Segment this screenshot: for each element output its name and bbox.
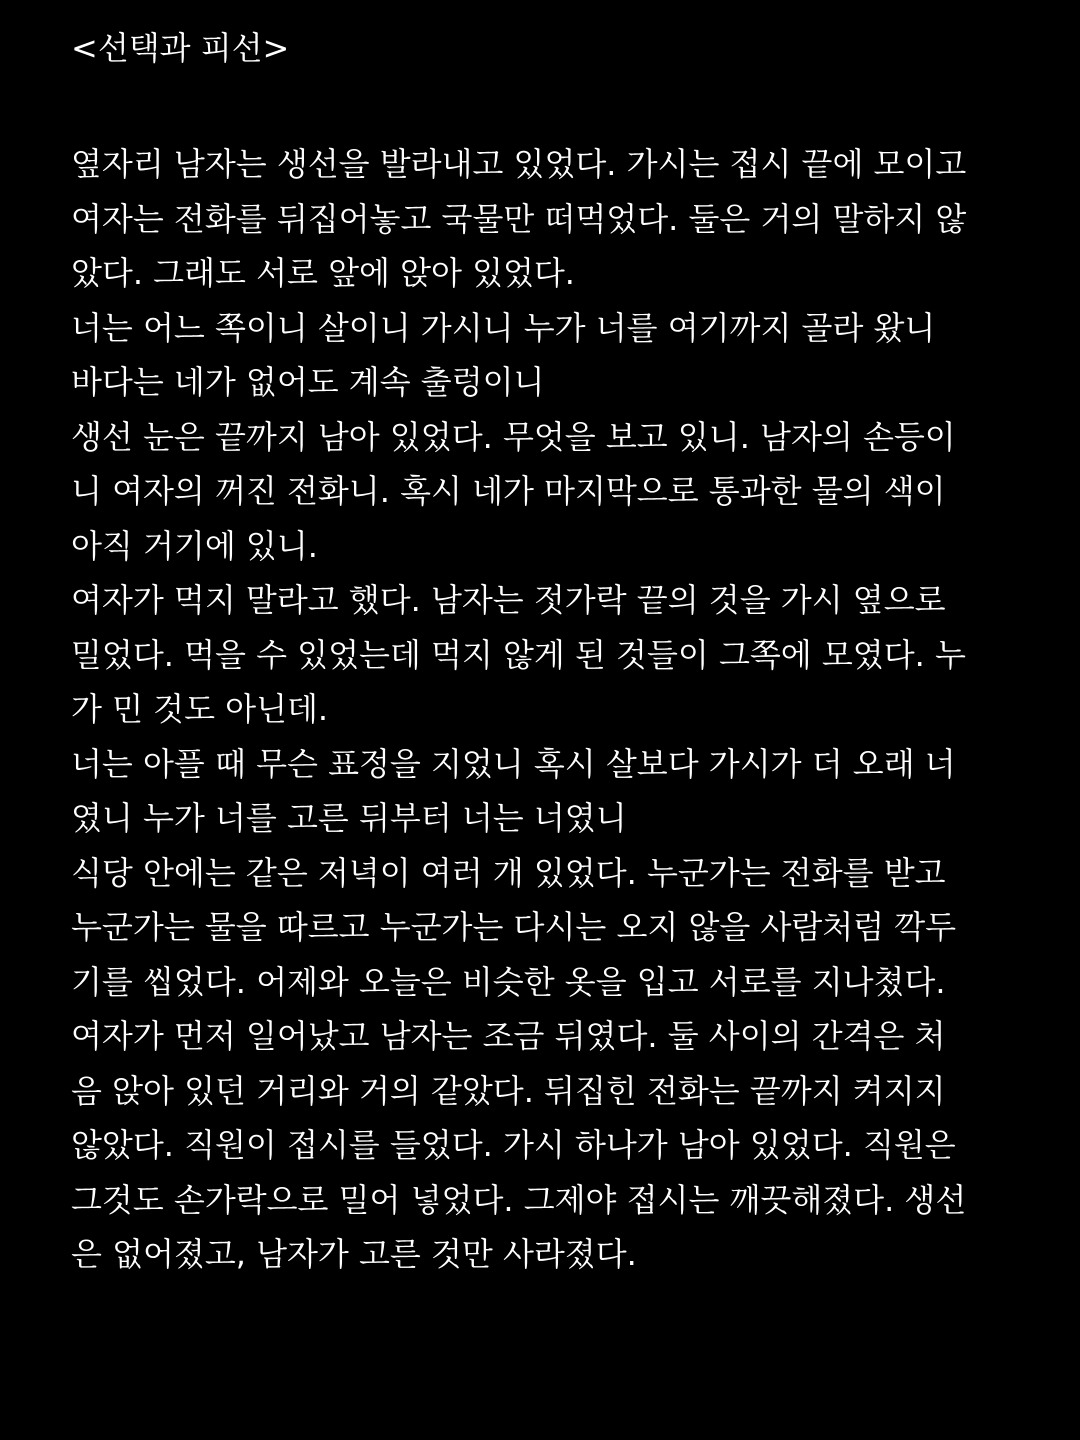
- body-line: 아직 거기에 있니.: [71, 526, 318, 565]
- body-line: 너는 아플 때 무슨 표정을 지었니 혹시 살보다 가시가 더 오래 너: [71, 744, 956, 783]
- body-line: 니 여자의 꺼진 전화니. 혹시 네가 마지막으로 통과한 물의 색이: [71, 472, 946, 510]
- body-line: 밀었다. 먹을 수 있었는데 먹지 않게 된 것들이 그쪽에 모였다. 누: [71, 635, 966, 674]
- body-line: 기를 씹었다. 어제와 오늘은 비슷한 옷을 입고 서로를 지나쳤다.: [71, 962, 946, 1001]
- body-line: 였니 누가 너를 고른 뒤부터 너는 너였니: [71, 799, 627, 837]
- body-line: 음 앉아 있던 거리와 거의 같았다. 뒤집힌 전화는 끝까지 켜지지: [71, 1071, 946, 1110]
- body-line: 바다는 네가 없어도 계속 출렁이니: [71, 363, 545, 401]
- body-line: 가 민 것도 아닌데.: [71, 690, 329, 728]
- document-title: <선택과 피선>: [71, 29, 290, 67]
- body-line: 않았다. 직원이 접시를 들었다. 가시 하나가 남아 있었다. 직원은: [71, 1126, 956, 1164]
- document-body: [71, 137, 1061, 1282]
- body-line: 은 없어졌고, 남자가 고른 것만 사라졌다.: [71, 1235, 637, 1273]
- body-line: 옆자리 남자는 생선을 발라내고 있었다. 가시는 접시 끝에 모이고: [71, 145, 967, 183]
- body-line: 여자는 전화를 뒤집어놓고 국물만 떠먹었다. 둘은 거의 말하지 않: [71, 199, 967, 238]
- body-line: 누군가는 물을 따르고 누군가는 다시는 오지 않을 사람처럼 깍두: [71, 908, 957, 946]
- body-line: 여자가 먼저 일어났고 남자는 조금 뒤였다. 둘 사이의 간격은 처: [71, 1017, 946, 1055]
- body-line: 너는 어느 쪽이니 살이니 가시니 누가 너를 여기까지 골라 왔니: [71, 308, 936, 347]
- body-line: 그것도 손가락으로 밀어 넣었다. 그제야 접시는 깨끗해졌다. 생선: [71, 1180, 967, 1219]
- body-line: 식당 안에는 같은 저녁이 여러 개 있었다. 누군가는 전화를 받고: [71, 853, 946, 892]
- body-line: 생선 눈은 끝까지 남아 있었다. 무엇을 보고 있니. 남자의 손등이: [71, 417, 956, 456]
- body-line: 았다. 그래도 서로 앞에 앉아 있었다.: [71, 254, 575, 292]
- body-line: 여자가 먹지 말라고 했다. 남자는 젓가락 끝의 것을 가시 옆으로: [71, 581, 946, 619]
